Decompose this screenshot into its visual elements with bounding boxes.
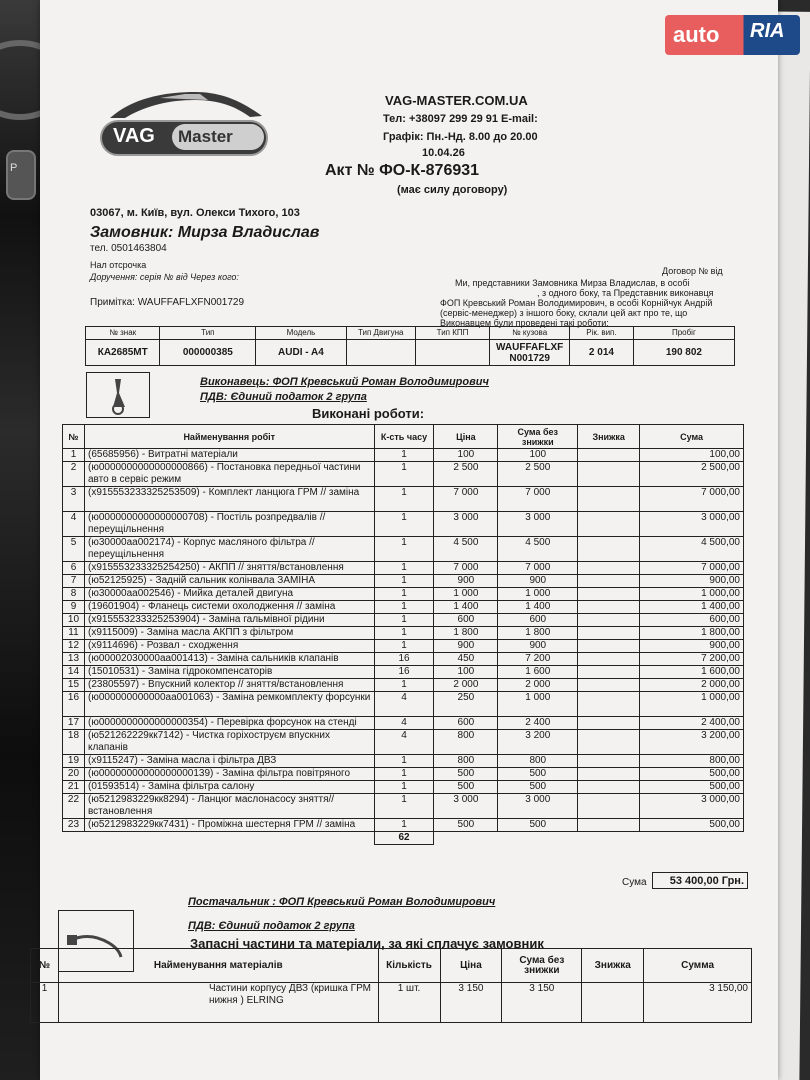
works-sum-value: 53 400,00 Грн. — [652, 872, 748, 889]
works-row-name: (ю5212983229кк8294) - Ланцюг маслонасосу зняття//встановлення — [84, 794, 374, 819]
works-row-price: 800 — [434, 755, 498, 768]
works-row — [63, 575, 744, 588]
contract-line-5: (сервіс-менеджер) з іншого боку, склали цей акт про те, що — [440, 308, 688, 318]
works-row — [63, 653, 744, 666]
works-row-number: 12 — [63, 640, 85, 653]
works-row — [63, 679, 744, 692]
payment-deferral: Нал отсрочка — [90, 260, 147, 270]
parts-row — [31, 983, 752, 1023]
vehicle-type: 000000385 — [160, 340, 256, 366]
vehicle-header-engine: Тип Двигуна — [346, 327, 415, 340]
works-row-discount — [578, 537, 640, 562]
parts-header-number: № — [31, 949, 59, 983]
act-subtitle: (має силу договору) — [397, 184, 508, 196]
works-row-discount — [578, 601, 640, 614]
works-row-hours: 1 — [374, 512, 434, 537]
works-row-sum: 1 600,00 — [640, 666, 744, 679]
contract-line-6: Виконавцем були проведені такі роботи: — [440, 318, 609, 328]
works-row-price: 600 — [434, 614, 498, 627]
works-row-sum: 7 200,00 — [640, 653, 744, 666]
works-row-name: (ю30000аа002546) - Мийка деталей двигуна — [84, 588, 374, 601]
works-row-price: 250 — [434, 692, 498, 717]
works-row-subtotal: 500 — [498, 768, 578, 781]
power-of-attorney: Доручення: серія № від Через кого: — [90, 272, 239, 282]
parts-row-subtotal: 3 150 — [502, 983, 582, 1023]
works-row-sum: 1 400,00 — [640, 601, 744, 614]
works-row-sum: 4 500,00 — [640, 537, 744, 562]
vehicle-gearbox — [415, 340, 489, 366]
works-row-price: 800 — [434, 730, 498, 755]
works-row-price: 3 000 — [434, 512, 498, 537]
works-row-sum: 2 000,00 — [640, 679, 744, 692]
works-total-row — [63, 832, 744, 845]
works-row-hours: 1 — [374, 588, 434, 601]
works-total-empty-cell — [434, 832, 498, 845]
works-row-hours: 1 — [374, 627, 434, 640]
works-title: Виконані роботи: — [312, 406, 425, 421]
works-row-sum: 2 400,00 — [640, 717, 744, 730]
works-row-discount — [578, 692, 640, 717]
works-row-subtotal: 7 200 — [498, 653, 578, 666]
company-phone: Тел: +38097 299 29 91 E-mail: — [383, 113, 538, 125]
works-row-number: 13 — [63, 653, 85, 666]
works-row-number: 10 — [63, 614, 85, 627]
works-row-hours: 1 — [374, 601, 434, 614]
works-row-subtotal: 1 000 — [498, 692, 578, 717]
works-row-hours: 1 — [374, 640, 434, 653]
works-header-name: Найменування робіт — [84, 425, 374, 449]
works-row-subtotal: 2 500 — [498, 462, 578, 487]
works-row — [63, 768, 744, 781]
vehicle-model: AUDI - A4 — [256, 340, 346, 366]
works-row-name: (ю0000000000000000708) - Постіль розпредвалів // переущільнення — [84, 512, 374, 537]
works-row-sum: 500,00 — [640, 781, 744, 794]
works-row — [63, 588, 744, 601]
works-row-number: 3 — [63, 487, 85, 512]
works-row — [63, 794, 744, 819]
works-row-sum: 500,00 — [640, 768, 744, 781]
works-total-empty-cell — [498, 832, 578, 845]
vehicle-table — [85, 326, 735, 366]
works-row-name: (15010531) - Заміна гідрокомпенсаторів — [84, 666, 374, 679]
works-row-discount — [578, 755, 640, 768]
works-row-number: 18 — [63, 730, 85, 755]
works-row — [63, 449, 744, 462]
works-total-empty-cell — [84, 832, 374, 845]
works-row-discount — [578, 781, 640, 794]
works-header-sum: Сума — [640, 425, 744, 449]
works-row-name: (23805597) - Впускний колектор // зняття/встановлення — [84, 679, 374, 692]
company-schedule: Графік: Пн.-Нд. 8.00 до 20.00 — [383, 131, 538, 143]
works-table — [62, 424, 744, 845]
works-row-discount — [578, 730, 640, 755]
works-row-name: (19601904) - Фланець системи охолодження // заміна — [84, 601, 374, 614]
works-row-discount — [578, 627, 640, 640]
parts-row-quantity: 1 шт. — [378, 983, 440, 1023]
contract-line-4: ФОП Кревський Роман Володимирович, в особі Корнійчук Андрій — [440, 298, 713, 308]
works-row-price: 2 500 — [434, 462, 498, 487]
works-row-hours: 1 — [374, 537, 434, 562]
works-row-name: (ю5212983229кк7431) - Проміжна шестерня ГРМ // заміна — [84, 819, 374, 832]
works-row — [63, 562, 744, 575]
works-row-discount — [578, 819, 640, 832]
works-row — [63, 462, 744, 487]
works-row-name: (х915553233325253509) - Комплект ланцюга ГРМ // заміна — [84, 487, 374, 512]
executor-tax: ПДВ: Єдиний податок 2 група — [200, 391, 367, 403]
logo-vag-text: VAG — [113, 125, 155, 147]
works-row-subtotal: 500 — [498, 781, 578, 794]
works-row-name: (ю0000000000000000866) - Постановка передньої частини авто в сервіс режим — [84, 462, 374, 487]
works-row — [63, 781, 744, 794]
document-date: 10.04.26 — [422, 147, 465, 159]
vehicle-header-gearbox: Тип КПП — [415, 327, 489, 340]
works-row-name: (х915553233325253904) - Заміна гальмівної рідини — [84, 614, 374, 627]
works-row-price: 4 500 — [434, 537, 498, 562]
works-header-price: Ціна — [434, 425, 498, 449]
works-row-subtotal: 1 800 — [498, 627, 578, 640]
works-row-number: 15 — [63, 679, 85, 692]
works-row-name: (ю00002030000аа001413) - Заміна сальників клапанів — [84, 653, 374, 666]
parts-row-name: Частини корпусу ДВЗ (кришка ГРМ нижня ) ELRING — [58, 983, 378, 1023]
works-row-sum: 900,00 — [640, 640, 744, 653]
works-row-name: (х915553233325254250) - АКПП // зняття/встановлення — [84, 562, 374, 575]
works-row-subtotal: 500 — [498, 819, 578, 832]
works-row-price: 2 000 — [434, 679, 498, 692]
works-row-name: (ю52125925) - Задній сальник колінвала ЗАМІНА — [84, 575, 374, 588]
parts-header-name: Найменування матеріалів — [58, 949, 378, 983]
works-row-hours: 1 — [374, 755, 434, 768]
supplier-label: Постачальник : ФОП Кревський Роман Володимирович — [188, 896, 496, 908]
works-row-subtotal: 3 200 — [498, 730, 578, 755]
works-row — [63, 692, 744, 717]
works-row-number: 19 — [63, 755, 85, 768]
works-row-name: (01593514) - Заміна фільтра салону — [84, 781, 374, 794]
works-row-subtotal: 2 400 — [498, 717, 578, 730]
works-row-sum: 2 500,00 — [640, 462, 744, 487]
works-row-price: 100 — [434, 666, 498, 679]
works-row-hours: 1 — [374, 768, 434, 781]
works-row-sum: 900,00 — [640, 575, 744, 588]
works-row-name: (ю30000аа002174) - Корпус масляного фільтра // переущільнення — [84, 537, 374, 562]
works-row-price: 500 — [434, 819, 498, 832]
works-row-subtotal: 2 000 — [498, 679, 578, 692]
works-row-sum: 1 000,00 — [640, 692, 744, 717]
works-row-sum: 3 000,00 — [640, 512, 744, 537]
act-title: Акт № ФО-К-876931 — [325, 162, 480, 179]
works-row-discount — [578, 575, 640, 588]
parts-row-price: 3 150 — [440, 983, 502, 1023]
works-row — [63, 640, 744, 653]
works-row-number: 17 — [63, 717, 85, 730]
works-row-subtotal: 4 500 — [498, 537, 578, 562]
works-row-discount — [578, 768, 640, 781]
works-row-number: 23 — [63, 819, 85, 832]
tools-icon — [87, 373, 149, 417]
customer-phone: тел. 0501463804 — [90, 243, 167, 254]
park-button — [6, 150, 36, 200]
works-row-price: 100 — [434, 449, 498, 462]
works-row-number: 14 — [63, 666, 85, 679]
works-row-price: 7 000 — [434, 487, 498, 512]
works-row-number: 11 — [63, 627, 85, 640]
works-row-hours: 1 — [374, 575, 434, 588]
works-row-hours: 1 — [374, 781, 434, 794]
works-row-hours: 1 — [374, 487, 434, 512]
works-row-hours: 4 — [374, 692, 434, 717]
works-row-hours: 1 — [374, 794, 434, 819]
works-sum-label: Сума — [622, 877, 647, 888]
works-row-subtotal: 800 — [498, 755, 578, 768]
works-row-sum: 800,00 — [640, 755, 744, 768]
works-row-price: 1 000 — [434, 588, 498, 601]
vehicle-header-plate: № знак — [86, 327, 160, 340]
works-row-discount — [578, 588, 640, 601]
works-row-name: (65685956) - Витратні матеріали — [84, 449, 374, 462]
works-row-discount — [578, 653, 640, 666]
works-row-sum: 3 000,00 — [640, 794, 744, 819]
works-row — [63, 666, 744, 679]
contract-line-3: , з одного боку, та Представник виконавця — [537, 288, 714, 298]
logo-master-text: Master — [178, 127, 233, 146]
works-row — [63, 717, 744, 730]
works-row-number: 8 — [63, 588, 85, 601]
works-header-hours: К-сть часу — [374, 425, 434, 449]
works-row-discount — [578, 487, 640, 512]
works-row — [63, 601, 744, 614]
works-row-subtotal: 7 000 — [498, 562, 578, 575]
vehicle-mileage: 190 802 — [633, 340, 734, 366]
works-row-discount — [578, 640, 640, 653]
works-row-subtotal: 1 600 — [498, 666, 578, 679]
works-row-price: 7 000 — [434, 562, 498, 575]
works-row-discount — [578, 794, 640, 819]
works-row-price: 500 — [434, 781, 498, 794]
supplier-tax: ПДВ: Єдиний податок 2 група — [188, 920, 355, 932]
car-logo-icon — [100, 86, 270, 122]
works-row-number: 4 — [63, 512, 85, 537]
works-row-price: 3 000 — [434, 794, 498, 819]
works-header-subtotal: Сума без знижки — [498, 425, 578, 449]
works-row-hours: 4 — [374, 717, 434, 730]
works-row-number: 2 — [63, 462, 85, 487]
works-row-discount — [578, 717, 640, 730]
works-total-empty-cell — [578, 832, 640, 845]
works-row — [63, 730, 744, 755]
vehicle-header-year: Рік. вип. — [570, 327, 634, 340]
executor-label: Виконавець: ФОП Кревський Роман Володимирович — [200, 376, 489, 388]
works-header-discount: Знижка — [578, 425, 640, 449]
works-row-hours: 16 — [374, 666, 434, 679]
works-row-price: 450 — [434, 653, 498, 666]
works-row-price: 900 — [434, 640, 498, 653]
works-row-hours: 1 — [374, 614, 434, 627]
vehicle-header-model: Модель — [256, 327, 346, 340]
works-row-price: 900 — [434, 575, 498, 588]
works-row-discount — [578, 614, 640, 627]
works-row-subtotal: 900 — [498, 575, 578, 588]
works-row-sum: 7 000,00 — [640, 487, 744, 512]
works-row-number: 6 — [63, 562, 85, 575]
works-row-number: 22 — [63, 794, 85, 819]
parts-header-quantity: Кількість — [378, 949, 440, 983]
works-row-name: (ю0000000000000000354) - Перевірка форсунок на стенді — [84, 717, 374, 730]
works-row-subtotal: 3 000 — [498, 794, 578, 819]
works-row-discount — [578, 562, 640, 575]
works-row-sum: 7 000,00 — [640, 562, 744, 575]
works-row — [63, 537, 744, 562]
parts-title: Запасні частини та матеріали, за які сплачує замовник — [190, 936, 544, 951]
works-total-empty-cell — [63, 832, 85, 845]
works-row-hours: 16 — [374, 653, 434, 666]
vehicle-header-mileage: Пробіг — [633, 327, 734, 340]
works-row-hours: 1 — [374, 819, 434, 832]
works-row-name: (ю521262229кк7142) - Чистка горіхоструєм впускних клапанів — [84, 730, 374, 755]
works-row — [63, 819, 744, 832]
parts-row-discount — [582, 983, 644, 1023]
works-row-number: 7 — [63, 575, 85, 588]
customer-note: Примітка: WAUFFAFLXFN001729 — [90, 297, 245, 308]
works-row — [63, 614, 744, 627]
works-row-price: 1 800 — [434, 627, 498, 640]
parts-header-sum: Сумма — [644, 949, 752, 983]
works-row-name: (ю000000000000аа001063) - Заміна ремкомплекту форсунки — [84, 692, 374, 717]
works-row — [63, 487, 744, 512]
works-row-number: 9 — [63, 601, 85, 614]
works-row-discount — [578, 449, 640, 462]
vehicle-plate: КА2685МТ — [86, 340, 160, 366]
works-row-number: 20 — [63, 768, 85, 781]
works-header-number: № — [63, 425, 85, 449]
watermark-auto-text: auto — [673, 22, 720, 47]
watermark-ria-text: RIA — [750, 20, 785, 42]
works-row-discount — [578, 462, 640, 487]
works-row-name: (х9115247) - Заміна масла і фільтра ДВЗ — [84, 755, 374, 768]
works-row-sum: 1 000,00 — [640, 588, 744, 601]
works-row-discount — [578, 679, 640, 692]
works-row-price: 600 — [434, 717, 498, 730]
works-row-hours: 1 — [374, 679, 434, 692]
works-row-sum: 600,00 — [640, 614, 744, 627]
parts-row-number: 1 — [31, 983, 59, 1023]
parts-table — [30, 948, 752, 1023]
works-total-empty-cell — [640, 832, 744, 845]
works-hours-total: 62 — [374, 832, 434, 845]
works-row-subtotal: 1 000 — [498, 588, 578, 601]
works-row-hours: 1 — [374, 462, 434, 487]
works-row-sum: 3 200,00 — [640, 730, 744, 755]
works-row — [63, 627, 744, 640]
works-row-name: (х9115009) - Заміна масла АКПП з фільтром — [84, 627, 374, 640]
works-row-hours: 1 — [374, 562, 434, 575]
vehicle-body-number: WAUFFAFLXF N001729 — [490, 340, 570, 366]
works-row-discount — [578, 512, 640, 537]
works-row-number: 21 — [63, 781, 85, 794]
vehicle-year: 2 014 — [570, 340, 634, 366]
works-row-discount — [578, 666, 640, 679]
works-row-number: 5 — [63, 537, 85, 562]
service-address: 03067, м. Київ, вул. Олекси Тихого, 103 — [90, 207, 300, 219]
works-row-sum: 1 800,00 — [640, 627, 744, 640]
company-site: VAG-MASTER.COM.UA — [385, 93, 528, 108]
contract-number: Договор № від — [662, 266, 723, 276]
works-row-name: (х9114696) - Розвал - сходження — [84, 640, 374, 653]
works-row-hours: 1 — [374, 449, 434, 462]
vehicle-header-type: Тип — [160, 327, 256, 340]
parts-row-sum: 3 150,00 — [644, 983, 752, 1023]
works-row — [63, 512, 744, 537]
works-row-hours: 4 — [374, 730, 434, 755]
works-row-subtotal: 100 — [498, 449, 578, 462]
works-row — [63, 755, 744, 768]
executor-stamp-box — [86, 372, 150, 418]
vehicle-engine — [346, 340, 415, 366]
works-row-price: 500 — [434, 768, 498, 781]
works-row-number: 1 — [63, 449, 85, 462]
vehicle-header-body: № кузова — [490, 327, 570, 340]
works-row-subtotal: 1 400 — [498, 601, 578, 614]
parts-header-subtotal: Сума без знижки — [502, 949, 582, 983]
works-row-subtotal: 900 — [498, 640, 578, 653]
park-button-label: P — [10, 162, 18, 174]
works-row-price: 1 400 — [434, 601, 498, 614]
parts-header-discount: Знижка — [582, 949, 644, 983]
works-row-number: 16 — [63, 692, 85, 717]
works-row-sum: 100,00 — [640, 449, 744, 462]
customer-name: Замовник: Мирза Владислав — [90, 224, 320, 241]
works-row-subtotal: 3 000 — [498, 512, 578, 537]
parts-header-price: Ціна — [440, 949, 502, 983]
works-row-name: (ю00000000000000000139) - Заміна фільтра повітряного — [84, 768, 374, 781]
contract-line-2: Ми, представники Замовника Мирза Владислав, в особі — [455, 278, 690, 288]
works-row-subtotal: 600 — [498, 614, 578, 627]
works-row-sum: 500,00 — [640, 819, 744, 832]
works-row-subtotal: 7 000 — [498, 487, 578, 512]
